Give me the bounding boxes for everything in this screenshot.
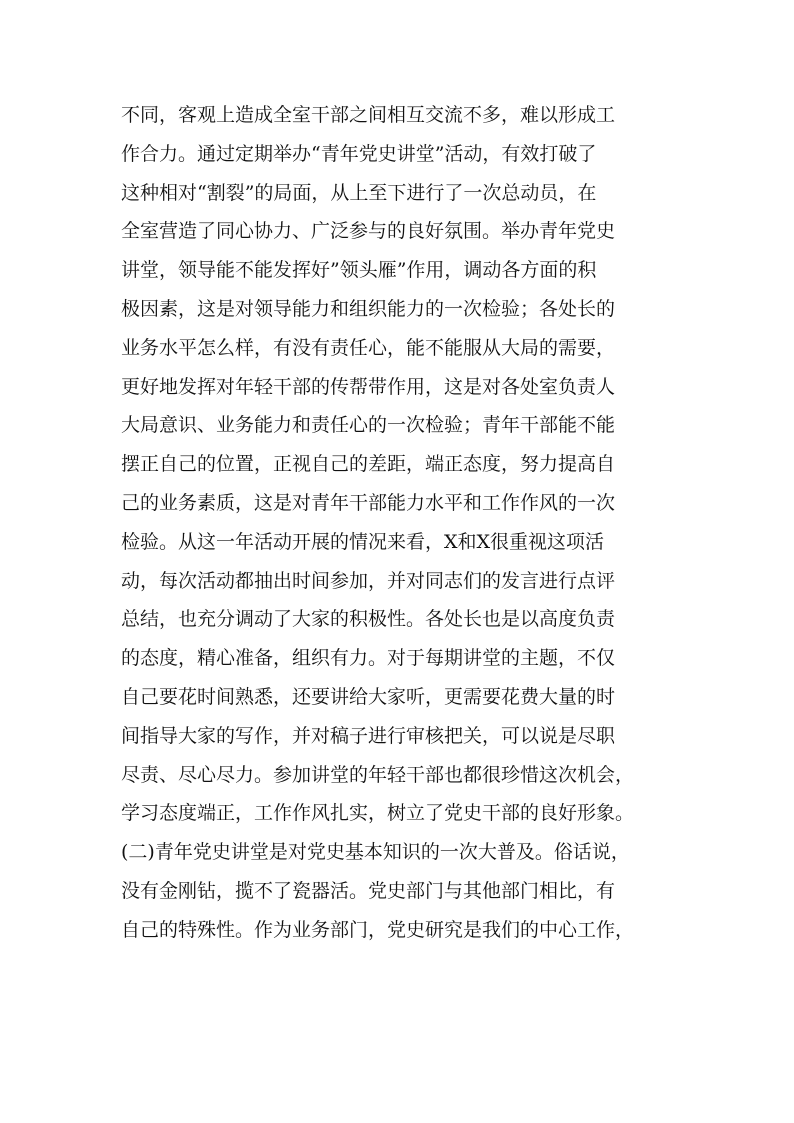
text-line: 作合力。通过定期举办“青年党史讲堂”活动，有效打破了 (121, 142, 597, 165)
text-line: 己的业务素质，这是对青年干部能力水平和工作作风的一次 (121, 491, 616, 514)
text-line: 没有金刚钻，揽不了瓷器活。党史部门与其他部门相比，有 (121, 879, 616, 902)
text-line: 讲堂，领导能不能发挥好”领头雁”作用，调动各方面的积 (121, 259, 597, 282)
text-line: (二)青年党史讲堂是对党史基本知识的一次大普及。俗话说， (121, 841, 630, 864)
text-line: 更好地发挥对年轻干部的传帮带作用，这是对各处室负责人 (121, 375, 616, 398)
text-line: 尽责、尽心尽力。参加讲堂的年轻干部也都很珍惜这次机会， (121, 763, 635, 786)
text-line: 自己的特殊性。作为业务部门，党史研究是我们的中心工作， (121, 918, 635, 941)
text-line: 全室营造了同心协力、广泛参与的良好氛围。举办青年党史 (121, 220, 616, 243)
text-line: 的态度，精心准备，组织有力。对于每期讲堂的主题，不仅 (121, 647, 616, 670)
text-line: 总结，也充分调动了大家的积极性。各处长也是以高度负责 (121, 608, 616, 631)
text-line: 自己要花时间熟悉，还要讲给大家听，更需要花费大量的时 (121, 685, 616, 708)
text-line: 间指导大家的写作，并对稿子进行审核把关，可以说是尽职 (121, 724, 616, 747)
text-line: 业务水平怎么样，有没有责任心，能不能服从大局的需要， (121, 336, 616, 359)
body-text (121, 96, 683, 950)
text-line: 学习态度端正，工作作风扎实，树立了党史干部的良好形象。 (121, 802, 635, 825)
text-line: 检验。从这一年活动开展的情况来看，X和X很重视这项活 (121, 530, 605, 553)
text-line: 这种相对“割裂”的局面，从上至下进行了一次总动员，在 (121, 181, 597, 204)
text-line: 极因素，这是对领导能力和组织能力的一次检验；各处长的 (121, 297, 616, 320)
text-line: 不同，客观上造成全室干部之间相互交流不多，难以形成工 (121, 104, 616, 126)
text-line: 摆正自己的位置，正视自己的差距，端正态度，努力提高自 (121, 453, 616, 476)
text-line: 大局意识、业务能力和责任心的一次检验；青年干部能不能 (121, 414, 616, 437)
text-line: 动，每次活动都抽出时间参加，并对同志们的发言进行点评 (121, 569, 616, 592)
